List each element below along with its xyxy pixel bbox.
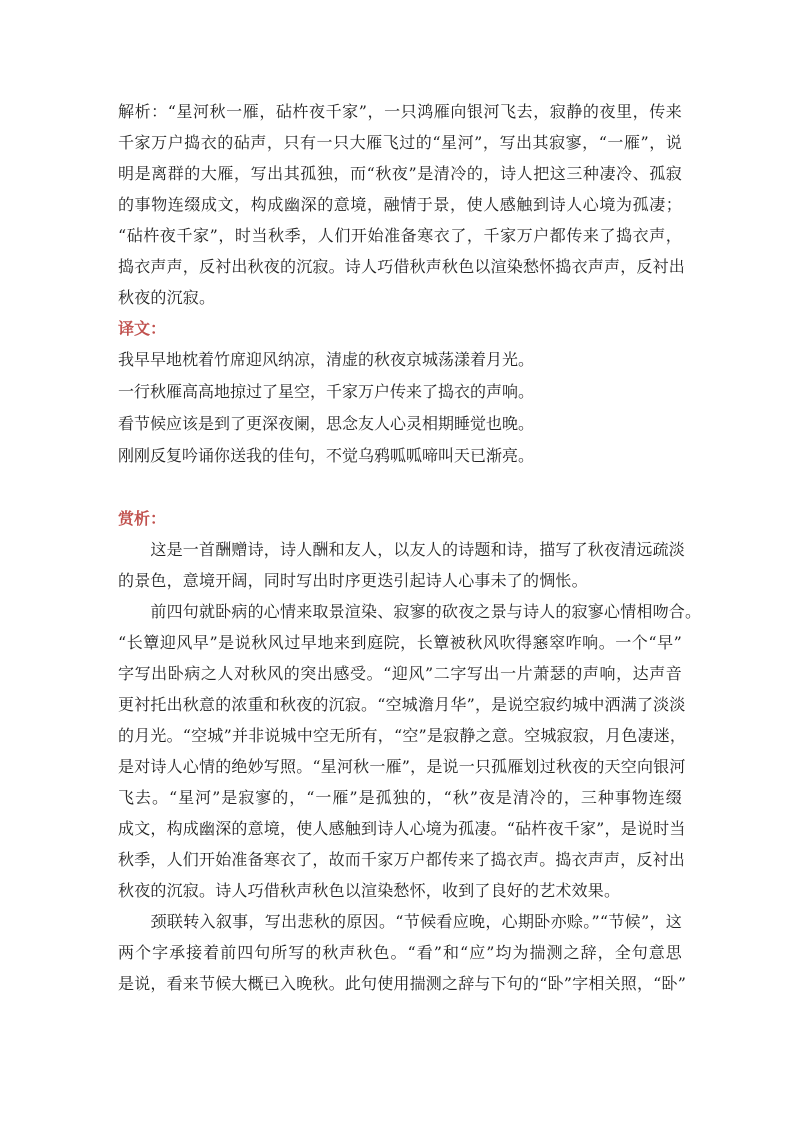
appreciation-heading: 赏析： <box>118 509 167 528</box>
appreciation-line: 的月光。“空城”并非说城中空无所有，“空”是寂静之意。空城寂寂，月色凄迷， <box>118 726 687 745</box>
appreciation-line: 成文，构成幽深的意境，使人感触到诗人心境为孤凄。“砧杵夜千家”，是说时当 <box>118 819 686 838</box>
appreciation-line: 的景色，意境开阔，同时写出时序更迭引起诗人心事未了的惆怅。 <box>118 571 588 590</box>
analysis-line: 的事物连缀成文，构成幽深的意境，融情于景，使人感触到诗人心境为孤凄； <box>118 195 682 214</box>
appreciation-line: 前四句就卧病的心情来取景渲染、寂寥的砍夜之景与诗人的寂寥心情相吻合。 <box>118 602 702 621</box>
analysis-paragraph <box>118 96 686 313</box>
appreciation-line: 这是一首酬赠诗，诗人酬和友人，以友人的诗题和诗，描写了秋夜清远疏淡 <box>118 540 686 559</box>
analysis-line: 解析：“星河秋一雁，砧杵夜千家”，一只鸿雁向银河飞去，寂静的夜里，传来 <box>118 102 682 121</box>
appreciation-line: 更衬托出秋意的浓重和秋夜的沉寂。“空城澹月华”，是说空寂约城中洒满了淡淡 <box>118 695 686 714</box>
appreciation-line: 是说，看来节候大概已入晚秋。此句使用揣测之辞与下句的“卧”字相关照，“卧” <box>118 974 687 993</box>
analysis-line: 秋夜的沉寂。 <box>118 288 216 307</box>
analysis-line: 明是离群的大雁，写出其孤独，而“秋夜”是清冷的，诗人把这三种凄冷、孤寂 <box>118 164 682 183</box>
appreciation-line: 秋夜的沉寂。诗人巧借秋声秋色以渲染愁怀，收到了良好的艺术效果。 <box>118 881 621 900</box>
appreciation-line: 是对诗人心情的绝妙写照。“星河秋一雁”，是说一只孤雁划过秋夜的天空向银河 <box>118 757 686 776</box>
appreciation-line: “长簟迎风早”是说秋风过早地来到庭院，长簟被秋风吹得窸窣咋响。一个“早” <box>118 633 682 652</box>
appreciation-line: 字写出卧病之人对秋风的突出感受。“迎风”二字写出一片萧瑟的声响，达声音 <box>118 664 682 683</box>
analysis-line: 捣衣声声，反衬出秋夜的沉寂。诗人巧借秋声秋色以渲染愁怀捣衣声声，反衬出 <box>118 257 686 276</box>
translation-line: 一行秋雁高高地掠过了星空，千家万户传来了捣衣的声响。 <box>118 382 535 401</box>
appreciation-line: 飞去。“星河”是寂寥的，“一雁”是孤独的，“秋”夜是清冷的，三种事物连缀 <box>118 788 682 807</box>
appreciation-paragraph <box>118 534 686 596</box>
translation-line: 看节候应该是到了更深夜阑，思念友人心灵相期睡觉也晚。 <box>118 414 535 433</box>
appreciation-line: 两个字承接着前四句所写的秋声秋色。“看”和“应”均为揣测之辞，全句意思 <box>118 943 682 962</box>
translation-line: 我早早地枕着竹席迎风纳凉，清虚的秋夜京城荡漾着月光。 <box>118 350 535 369</box>
analysis-line: “砧杵夜千家”，时当秋季，人们开始准备寒衣了，千家万户都传来了捣衣声， <box>118 226 682 245</box>
appreciation-paragraph <box>118 906 687 999</box>
appreciation-line: 颈联转入叙事，写出悲秋的原因。“节候看应晚，心期卧亦赊。”“节候”，这 <box>118 912 682 931</box>
analysis-line: 千家万户捣衣的砧声，只有一只大雁飞过的“星河”，写出其寂寥，“一雁”，说 <box>118 133 682 152</box>
appreciation-line: 秋季，人们开始准备寒衣了，故而千家万户都传来了捣衣声。捣衣声声，反衬出 <box>118 850 686 869</box>
appreciation-paragraph <box>118 596 702 906</box>
translation-heading: 译文： <box>118 319 167 338</box>
translation-line: 刚刚反复吟诵你送我的佳句，不觉乌鸦呱呱啼叫天已渐亮。 <box>118 446 535 465</box>
